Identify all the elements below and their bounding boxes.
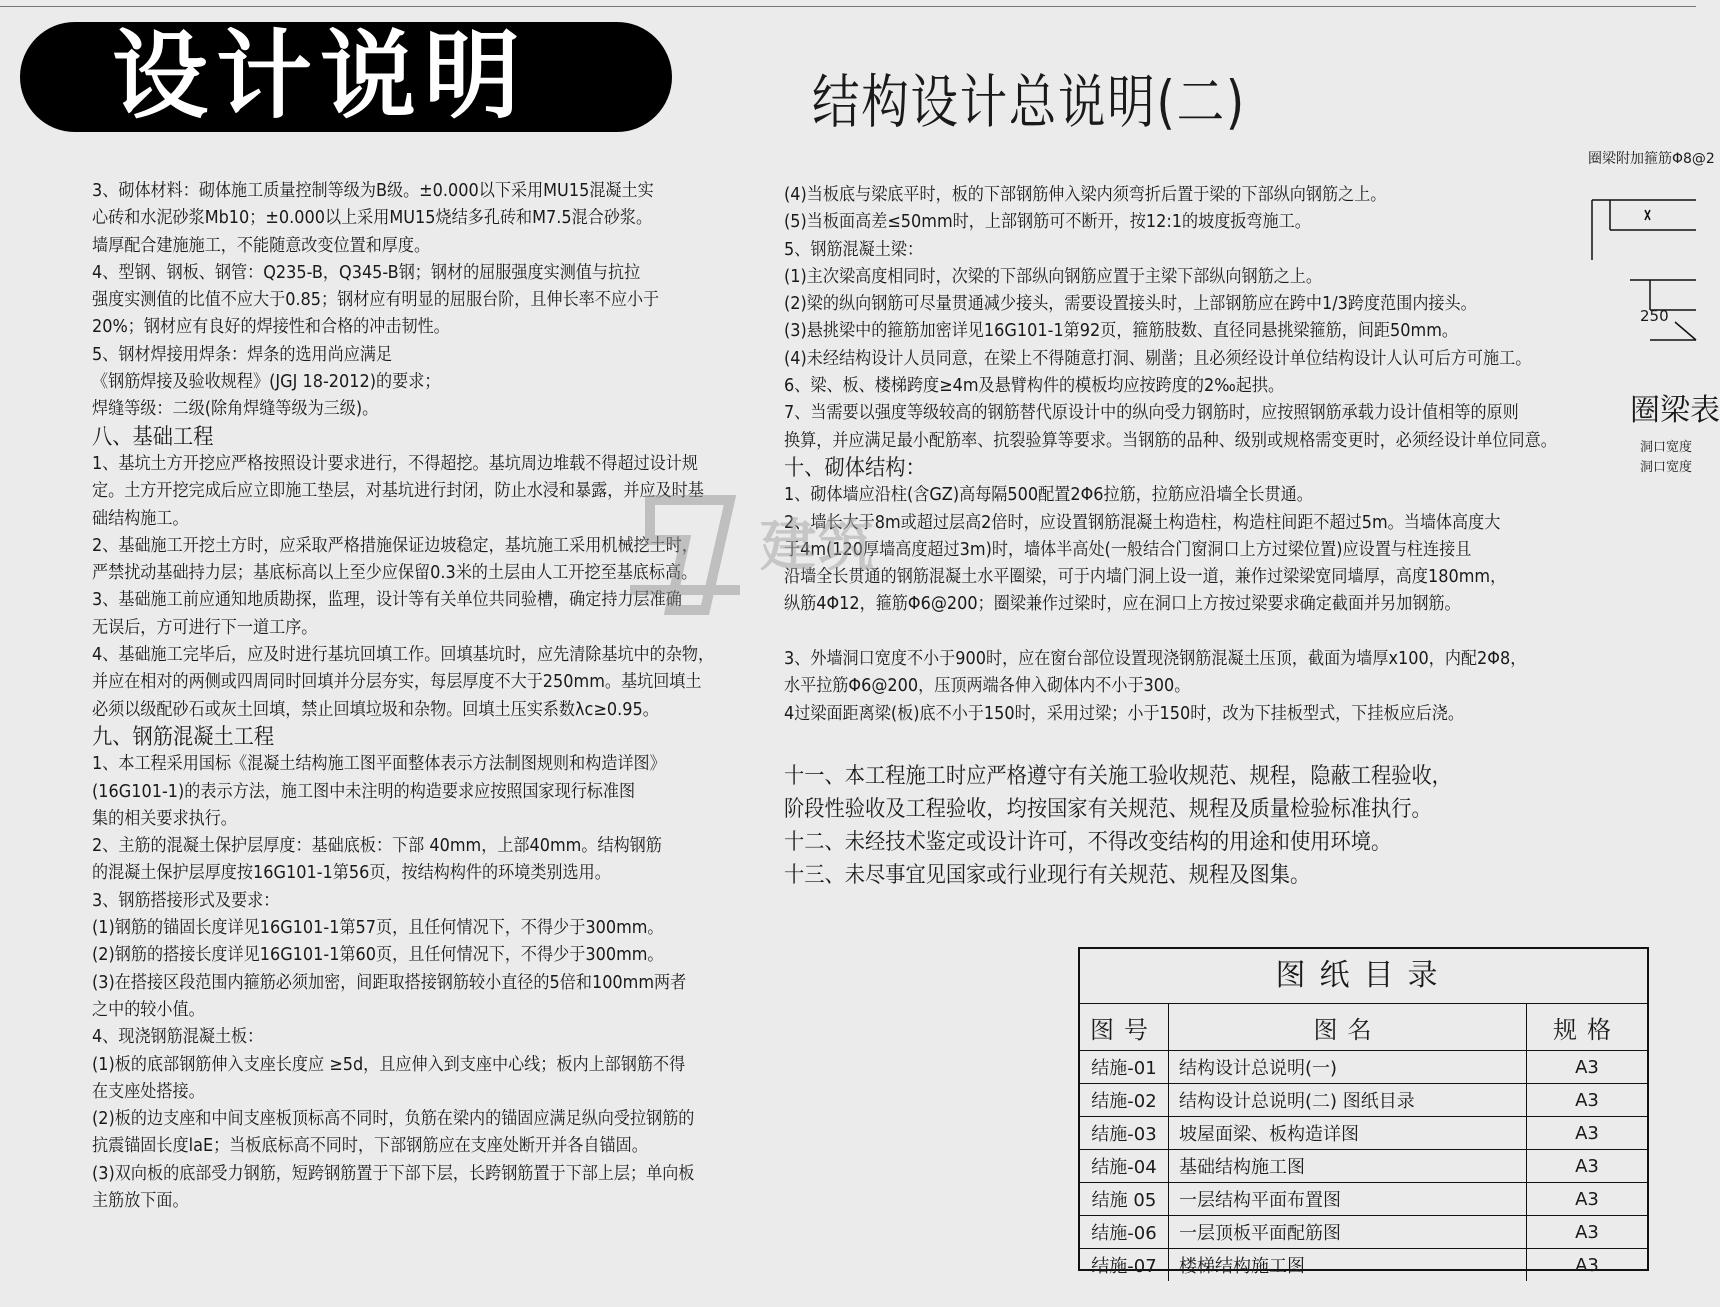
text-line: 《钢筋焊接及验收规程》(JGJ 18-2012)的要求； (92, 372, 441, 393)
catalog-cell-spec: A3 (1527, 1249, 1648, 1282)
text-line: (5)当板面高差≤50mm时，上部钢筋可不断开，按12:1的坡度扳弯施工。 (784, 212, 1311, 233)
catalog-cell-name: 结构设计总说明(一) (1169, 1051, 1527, 1084)
watermark-text: 建筑 (760, 514, 876, 579)
catalog-cell-name: 一层顶板平面配筋图 (1169, 1216, 1527, 1249)
text-line: 并应在相对的两侧或四周同时回填并分层夯实，每层厚度不大于250mm。基坑回填土 (92, 672, 702, 693)
closing-clause: 十三、未尽事宜见国家或行业现行有关规范、规程及图集。 (784, 863, 1311, 888)
text-line: 1、本工程采用国标《混凝土结构施工图平面整体表示方法制图规则和构造详图》 (92, 754, 666, 775)
opening-width-note-1: 洞口宽度 (1640, 440, 1693, 455)
text-line: 3、外墙洞口宽度不小于900时，应在窗台部位设置现浇钢筋混凝土压顶，截面为墙厚x100，内配2Φ8， (784, 649, 1527, 670)
text-line: (4)未经结构设计人员同意，在梁上不得随意打洞、剔凿；且必须经设计单位结构设计人认可后方可施工。 (784, 348, 1532, 369)
catalog-cell-spec: A3 (1527, 1117, 1648, 1150)
text-line: 3、基础施工前应通知地质勘探，监理，设计等有关单位共同验槽，确定持力层准确 (92, 590, 682, 611)
catalog-header-code: 图号 (1080, 1004, 1169, 1051)
catalog-cell-name: 坡屋面梁、板构造详图 (1169, 1117, 1527, 1150)
closing-clause: 阶段性验收及工程验收，均按国家有关规范、规程及质量检验标准执行。 (784, 797, 1432, 822)
text-line: 3、钢筋搭接形式及要求： (92, 890, 280, 911)
catalog-cell-spec: A3 (1527, 1150, 1648, 1183)
text-line: (1)主次梁高度相同时，次梁的下部纵向钢筋应置于主梁下部纵向钢筋之上。 (784, 266, 1323, 287)
left-text-column (92, 178, 768, 1215)
catalog-cell-name: 结构设计总说明(二) 图纸目录 (1169, 1084, 1527, 1117)
text-line: 7、当需要以强度等级较高的钢筋替代原设计中的纵向受力钢筋时，应按照钢筋承载力设计值相等的原则 (784, 403, 1519, 424)
section-heading: 八、基础工程 (92, 424, 214, 450)
text-line: 5、钢材焊接用焊条：焊条的选用尚应满足 (92, 344, 393, 365)
middle-text-column (784, 182, 1624, 728)
text-line: 20%；钢材应有良好的焊接性和合格的冲击韧性。 (92, 317, 450, 338)
text-line: (3)悬挑梁中的箍筋加密详见16G101-1第92页，箍筋肢数、直径同悬挑梁箍筋，间距50mm。 (784, 321, 1459, 342)
section-heading: 九、钢筋混凝土工程 (92, 724, 275, 750)
text-line: 于4m(120厚墙高度超过3m)时，墙体半高处(一般结合门窗洞口上方过梁位置)应设置与柱连接且 (784, 539, 1472, 560)
drawing-catalog-table (1078, 947, 1649, 1277)
text-line: 4过梁面距离梁(板)底不小于150时，采用过梁；小于150时，改为下挂板型式，下挂板应后浇。 (784, 703, 1464, 724)
text-line: 主筋放下面。 (92, 1190, 189, 1211)
text-line: 墙厚配合建施施工，不能随意改变位置和厚度。 (92, 235, 431, 256)
catalog-cell-name: 一层结构平面布置图 (1169, 1183, 1527, 1216)
text-line: 水平拉筋Φ6@200，压顶两端各伸入砌体内不小于300。 (784, 676, 1191, 697)
text-line: 在支座处搭接。 (92, 1081, 205, 1102)
text-line: 4、型钢、钢板、钢管：Q235-B，Q345-B钢；钢材的屈服强度实测值与抗拉 (92, 262, 641, 283)
text-line: (3)双向板的底部受力钢筋，短跨钢筋置于下部下层，长跨钢筋置于下部上层；单向板 (92, 1163, 695, 1184)
catalog-cell-code: 结施-07 (1080, 1249, 1169, 1282)
catalog-cell-spec: A3 (1527, 1051, 1648, 1084)
catalog-cell-name: 楼梯结构施工图 (1169, 1249, 1527, 1282)
table-row (1080, 1249, 1647, 1282)
text-line: (16G101-1)的表示方法，施工图中未注明的构造要求应按照国家现行标准图 (92, 781, 636, 802)
catalog-cell-spec: A3 (1527, 1216, 1648, 1249)
text-line: 3、砌体材料：砌体施工质量控制等级为B级。±0.000以下采用MU15混凝土实 (92, 181, 654, 201)
text-line: (3)在搭接区段范围内箍筋必须加密，间距取搭接钢筋较小直径的5倍和100mm两者 (92, 972, 687, 993)
text-line: 焊缝等级：二级(除角焊缝等级为三级)。 (92, 399, 379, 420)
text-line: 抗震锚固长度laE；当板底标高不同时，下部钢筋应在支座处断开并各自锚固。 (92, 1136, 648, 1157)
banner-title: 设计说明 (112, 20, 528, 132)
text-line: 必须以级配砂石或灰土回填，禁止回填垃圾和杂物。回填土压实系数λc≥0.95。 (92, 699, 659, 720)
opening-width-note-2: 洞口宽度 (1640, 460, 1693, 475)
catalog-cell-spec: A3 (1527, 1183, 1648, 1216)
closing-clauses (784, 760, 1510, 892)
text-line: (1)板的底部钢筋伸入支座长度应 ≥5d，且应伸入到支座中心线；板内上部钢筋不得 (92, 1054, 686, 1075)
closing-clause: 十二、未经技术鉴定或设计许可，不得改变结构的用途和使用环境。 (784, 830, 1392, 855)
page-title: 结构设计总说明(二) (812, 68, 1246, 136)
text-line: 集的相关要求执行。 (92, 808, 237, 829)
catalog-cell-code: 结施-03 (1080, 1117, 1169, 1150)
section-banner (20, 22, 672, 132)
catalog-cell-code: 结施-06 (1080, 1216, 1169, 1249)
text-line: 4、现浇钢筋混凝土板： (92, 1027, 264, 1048)
text-line: 无误后，方可进行下一道工序。 (92, 617, 318, 638)
text-line: 沿墙全长贯通的钢筋混凝土水平圈梁，可于内墙门洞上设一道，兼作过梁梁宽同墙厚，高度180mm， (784, 567, 1507, 588)
text-line: 强度实测值的比值不应大于0.85；钢材应有明显的屈服台阶，且伸长率不应小于 (92, 290, 660, 311)
text-line: (4)当板底与梁底平时，板的下部钢筋伸入梁内须弯折后置于梁的下部纵向钢筋之上。 (784, 185, 1387, 205)
text-line: 纵筋4Φ12，箍筋Φ6@200；圈梁兼作过梁时，应在洞口上方按过梁要求确定截面并另加钢筋。 (784, 594, 1461, 615)
text-line: (1)钢筋的锚固长度详见16G101-1第57页，且任何情况下，不得少于300mm。 (92, 918, 664, 939)
table-row (1080, 1216, 1647, 1249)
text-line: (2)钢筋的搭接长度详见16G101-1第60页，且任何情况下，不得少于300mm。 (92, 945, 664, 966)
catalog-cell-code: 结施-01 (1080, 1051, 1169, 1084)
text-line: 1、基坑土方开挖应严格按照设计要求进行，不得超挖。基坑周边堆载不得超过设计规 (92, 453, 698, 474)
text-line: 定。土方开挖完成后应立即施工垫层，对基坑进行封闭，防止水浸和暴露，并应及时基 (92, 481, 704, 502)
catalog-cell-name: 基础结构施工图 (1169, 1150, 1527, 1183)
text-line: 础结构施工。 (92, 508, 189, 529)
ring-beam-detail-drawing (1590, 190, 1696, 360)
table-row (1080, 1051, 1647, 1084)
text-line: 4、基础施工完毕后，应及时进行基坑回填工作。回填基坑时，应先清除基坑中的杂物， (92, 645, 715, 666)
table-row (1080, 1150, 1647, 1183)
catalog-cell-spec: A3 (1527, 1084, 1648, 1117)
table-row (1080, 1183, 1647, 1216)
ring-beam-table-title: 圈梁表 (1630, 393, 1720, 428)
text-line: 之中的较小值。 (92, 999, 205, 1020)
text-line: 2、基础施工开挖土方时，应采取严格措施保证边坡稳定，基坑施工采用机械挖土时， (92, 535, 698, 556)
catalog-header-name: 图名 (1169, 1004, 1527, 1051)
text-line: (2)梁的纵向钢筋可尽量贯通减少接头，需要设置接头时，上部钢筋应在跨中1/3跨度范围内接头。 (784, 294, 1477, 315)
text-line: 2、墙长大于8m或超过层高2倍时，应设置钢筋混凝土构造柱，构造柱间距不超过5m。当墙体高度大 (784, 512, 1501, 533)
text-line: (2)板的边支座和中间支座板顶标高不同时，负筋在梁内的锚固应满足纵向受拉钢筋的 (92, 1109, 695, 1130)
catalog-header-spec: 规格 (1527, 1004, 1648, 1051)
text-line (784, 619, 1557, 646)
text-line: 1、砌体墙应沿柱(含GZ)高每隔500配置2Φ6拉筋，拉筋应沿墙全长贯通。 (784, 485, 1313, 506)
text-line: 换算，并应满足最小配筋率、抗裂验算等要求。当钢筋的品种、级别或规格需变更时，必须经设计单位同意。 (784, 430, 1557, 451)
closing-clause: 十一、本工程施工时应严格遵守有关施工验收规范、规程，隐蔽工程验收， (784, 764, 1452, 789)
text-line: 2、主筋的混凝土保护层厚度：基础底板：下部 40mm，上部40mm。结构钢筋 (92, 836, 662, 857)
text-line: 5、钢筋混凝土梁： (784, 239, 924, 260)
catalog-cell-code: 结施-04 (1080, 1150, 1169, 1183)
text-line: 心砖和水泥砂浆Mb10；±0.000以上采用MU15烧结多孔砖和M7.5混合砂浆。 (92, 208, 653, 229)
text-line: 的混凝土保护层厚度按16G101-1第56页，按结构构件的环境类别选用。 (92, 863, 611, 884)
section-heading: 十、砌体结构： (784, 455, 926, 481)
text-line: 严禁扰动基础持力层；基底标高以上至少应保留0.3米的土层由人工开挖至基底标高。 (92, 563, 698, 584)
catalog-cell-code: 结施-02 (1080, 1084, 1169, 1117)
catalog-title: 图纸目录 (1080, 949, 1647, 1004)
table-row (1080, 1084, 1647, 1117)
table-row (1080, 1117, 1647, 1150)
top-border-line (0, 6, 1696, 7)
stirrup-caption: 圈梁附加箍筋Φ8@2 (1588, 151, 1715, 167)
catalog-cell-code: 结施 05 (1080, 1183, 1169, 1216)
dimension-label: 250 (1640, 307, 1669, 325)
text-line: 6、梁、板、楼梯跨度≥4m及悬臂构件的模板均应按跨度的2‰起拱。 (784, 376, 1285, 397)
